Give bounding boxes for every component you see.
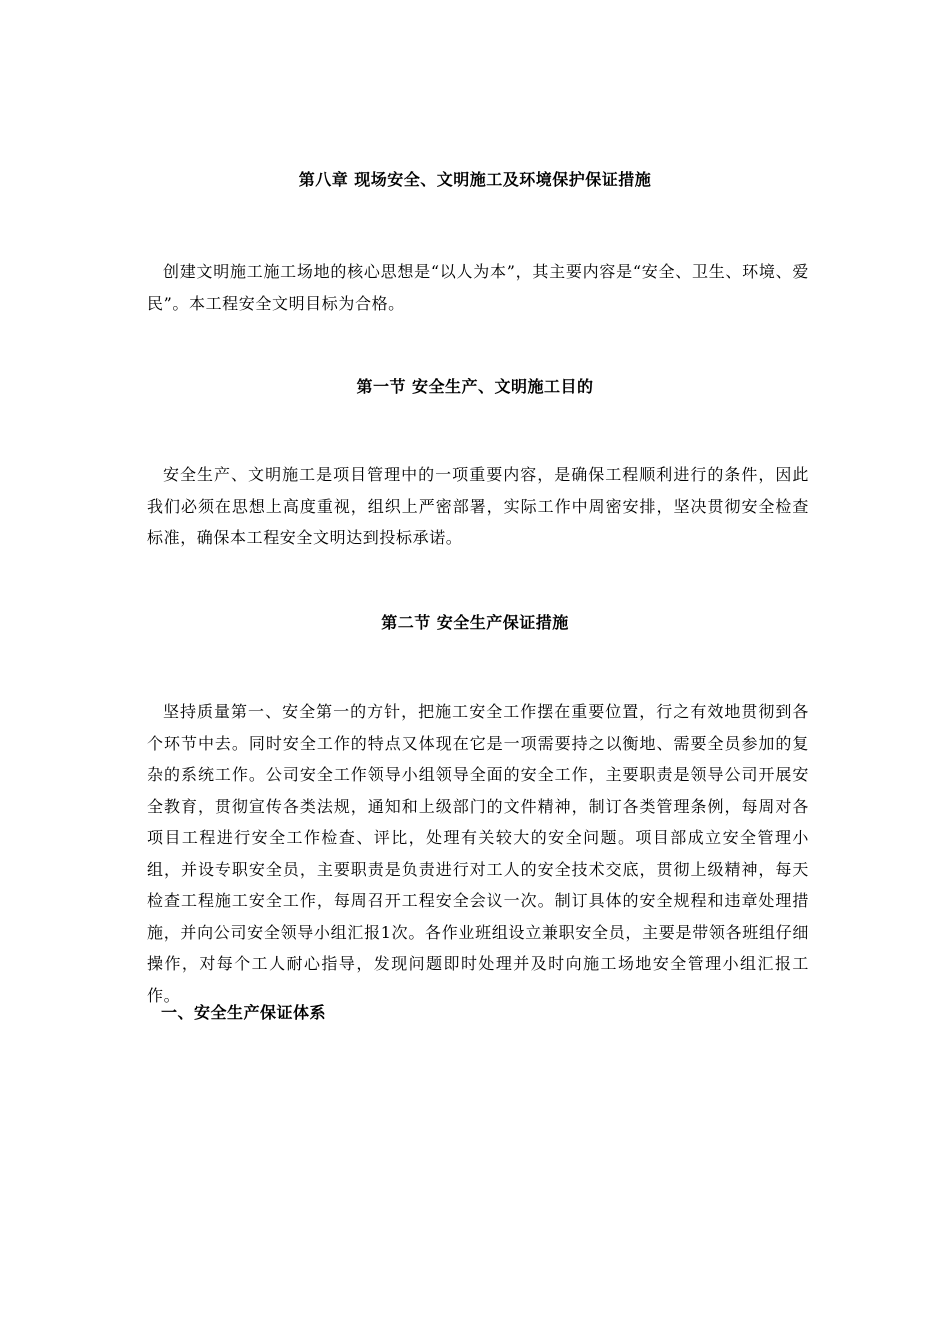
- intro-paragraph: 创建文明施工施工场地的核心思想是“以人为本”，其主要内容是“安全、卫生、环境、爱民”。本工程安全文明目标为合格。: [147, 262, 809, 313]
- section-2-paragraph: 坚持质量第一、安全第一的方针，把施工安全工作摆在重要位置，行之有效地贯彻到各个环节中去。同时安全工作的特点又体现在它是一项需要持之以衡地、需要全员参加的复杂的系统工作。公司安全工作领导小组领导全面的安全工作，主要职责是领导公司开展安全教育，贯彻宣传各类法规，通知和上级部门的文件精神，制订各类管理条例，每周对各项目工程进行安全工作检查、评比，处理有关较大的安全问题。项目部成立安全管理小组，并设专职安全员，主要职责是负责进行对工人的安全技术交底，贯彻上级精神，每天检查工程施工安全工作，每周召开工程安全会议一次。制订具体的安全规程和违章处理措施，并向公司安全领导小组汇报1次。各作业班组设立兼职安全员，主要是带领各班组仔细操作，对每个工人耐心指导，发现问题即时处理并及时向施工场地安全管理小组汇报工作。: [147, 702, 809, 1005]
- section-1-paragraph: 安全生产、文明施工是项目管理中的一项重要内容，是确保工程顺利进行的条件，因此我们必须在思想上高度重视，组织上严密部署，实际工作中周密安排，坚决贯彻安全检查标准，确保本工程安全文明达到投标承诺。: [147, 465, 809, 547]
- chapter-title: 第八章 现场安全、文明施工及环境保护保证措施: [298, 170, 652, 189]
- subsection-title-1: 一、安全生产保证体系: [161, 1003, 327, 1022]
- section-title-2: 第二节 安全生产保证措施: [381, 613, 569, 632]
- section-title-1: 第一节 安全生产、文明施工目的: [356, 377, 594, 396]
